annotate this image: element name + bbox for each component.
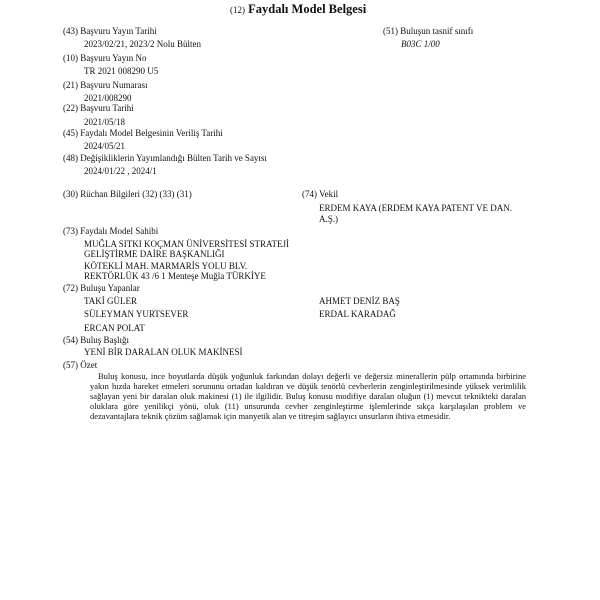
- inventor-name: ERDAL KARADAĞ: [319, 309, 396, 319]
- agent-value-line1: ERDEM KAYA (ERDEM KAYA PATENT VE DAN.: [319, 203, 512, 213]
- change-label: (48) Değişikliklerin Yayımlandığı Bülten Tarih ve Sayısı: [63, 153, 267, 163]
- owner-line2: GELİŞTİRME DAİRE BAŞKANLIĞI: [84, 249, 225, 259]
- app-date-value: 2021/05/18: [84, 117, 126, 127]
- priority-label: (30) Rüchan Bilgileri (32) (33) (31): [63, 189, 192, 199]
- pub-no-label: (10) Başvuru Yayın No: [63, 53, 147, 63]
- owner-line4: REKTÖRLÜK 43 /6 1 Menteşe Muğla TÜRKİYE: [84, 271, 266, 281]
- invention-title-value: YENİ BİR DARALAN OLUK MAKİNESİ: [84, 347, 243, 357]
- agent-value-line2: A.Ş.): [319, 214, 339, 224]
- class-value: B03C 1/00: [401, 39, 440, 49]
- class-label: (51) Buluşun tasnif sınıfı: [383, 26, 474, 36]
- inventor-name: SÜLEYMAN YURTSEVER: [84, 309, 189, 319]
- owner-line3: KÖTEKLİ MAH. MARMARİS YOLU BLV.: [84, 261, 248, 271]
- inventor-name: AHMET DENİZ BAŞ: [319, 296, 400, 306]
- owner-label: (73) Faydalı Model Sahibi: [63, 226, 159, 236]
- invention-title-label: (54) Buluş Başlığı: [63, 335, 130, 345]
- document-title: [230, 2, 366, 17]
- abstract-label: (57) Özet: [63, 360, 98, 370]
- owner-line1: MUĞLA SITKI KOÇMAN ÜNİVERSİTESİ STRATEJİ: [84, 239, 290, 249]
- app-no-label: (21) Başvuru Numarası: [63, 80, 148, 90]
- pub-date-label: (43) Başvuru Yayın Tarihi: [63, 26, 157, 36]
- document-number: (12): [230, 5, 245, 15]
- app-no-value: 2021/008290: [84, 93, 132, 103]
- inventor-name: ERCAN POLAT: [84, 323, 145, 333]
- inventors-label: (72) Buluşu Yapanlar: [63, 283, 140, 293]
- pub-date-value: 2023/02/21, 2023/2 Nolu Bülten: [84, 39, 201, 49]
- pub-no-value: TR 2021 008290 U5: [84, 66, 159, 76]
- document-title-text: Faydalı Model Belgesi: [248, 2, 367, 16]
- agent-label: (74) Vekil: [302, 189, 339, 199]
- app-date-label: (22) Başvuru Tarihi: [63, 103, 134, 113]
- abstract-text: Buluş konusu, ince boyutlarda düşük yoğunluk farkından dolayı değerli ve değersiz minerallerin pülp ortamında birbirine yakın hızda hareket etmeleri sorununu ortadan kaldıran ve düşük tenörlü cevherlerin zenginleştirilmesinde yüksek verimlilik sağlayan yeni bir daralan oluk makinesi (1) ile ilgilidir. Buluş konusu modifiye daralan oluğun (1) mevcut teknikteki daralan oluklara göre yenilikçi yönü, oluk (11) unsurunda cevher zenginleştirme işlemlerinde sıkça karşılaşılan problem ve dezavantajlara teknik çözüm sağlamak için manyetik alan ve titreşim sağlayıcı unsurların ihtiva etmesidir.: [90, 371, 526, 421]
- inventor-name: TAKİ GÜLER: [84, 296, 138, 306]
- grant-date-label: (45) Faydalı Model Belgesinin Veriliş Tarihi: [63, 128, 223, 138]
- grant-date-value: 2024/05/21: [84, 141, 126, 151]
- change-value: 2024/01/22 , 2024/1: [84, 166, 157, 176]
